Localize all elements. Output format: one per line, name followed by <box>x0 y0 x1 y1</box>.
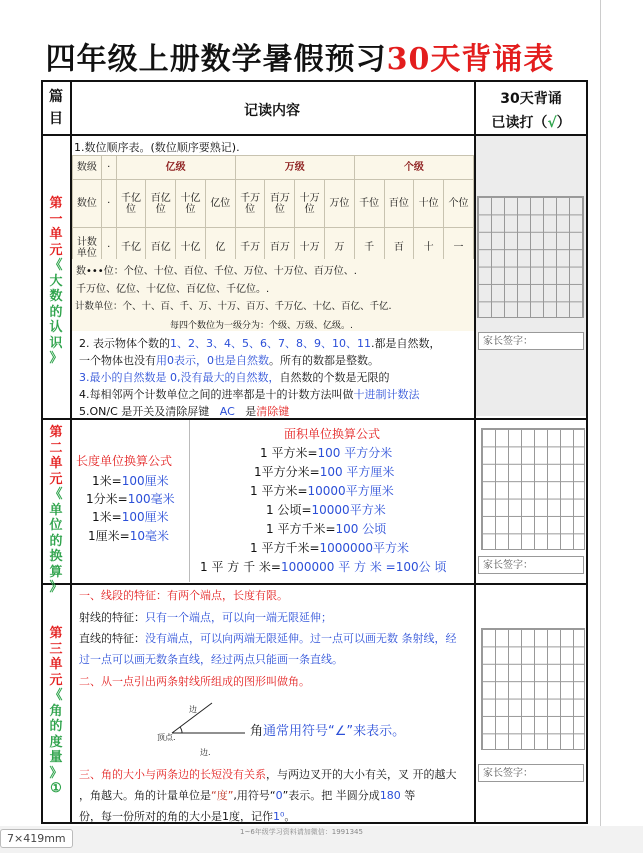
footer-note: 1~6年级学习资料请加微信：1991345 <box>240 828 363 836</box>
area-title: 面积单位换算公式 <box>284 427 381 441</box>
unit3-checkbox-grid[interactable] <box>481 628 585 750</box>
unit1-intro: 1.数位顺序表。(数位顺序要熟记). <box>74 141 240 154</box>
unit3-label: 第 三 单 元 《 角 的 度 量 》 ① <box>49 626 63 796</box>
unit1-p3: 3.最小的自然数是 0,没有最大的自然数，自然数的个数是无限的 <box>79 371 390 384</box>
unit1-label: 第 一 单 元 《 大 数 的 认 识 》 <box>49 196 63 366</box>
header-section: 篇 目 <box>49 89 63 127</box>
unit1-parent-sign[interactable]: 家长签字： <box>478 332 584 350</box>
unit1-p4: 4.每相邻两个计数单位之间的进率都是十的计数方法叫做十进制计数法 <box>79 388 420 401</box>
header-check: 已读打（√） <box>491 115 571 131</box>
page-title: 四年级上册数学暑假预习30天背诵表 <box>45 42 555 77</box>
length-title: 长度单位换算公式 <box>76 454 173 468</box>
unit1-p5: 5.ON/C 是开关及清除屏键 AC 是清除键 <box>79 405 290 418</box>
unit1-units: 计数单位：个、十、百、千、万、十万、百万、千万亿、十亿、百亿、千亿. <box>75 301 392 312</box>
header-content: 记读内容 <box>244 103 300 119</box>
angle-symbol-line: 角通常用符号“∠”来表示。 <box>250 724 406 739</box>
unit1-p2: 2. 表示物体个数的1、2、3、4、5、6、7、8、9、10、11.都是自然数， <box>79 337 441 350</box>
unit1-checkbox-grid[interactable] <box>477 196 584 318</box>
unit2-label: 第 二 单 元 《 单 位 的 换 算 》 <box>49 425 63 595</box>
unit3-line1: 一、线段的特征：有两个端点，长度有限。 <box>79 589 288 602</box>
place-value-table: 数级 · 亿级 万级 个级 数位 · 千亿位 百亿位 十亿位 亿位 千万位 百万位 十万位 万位 千位 百位 十位 个位 计数单位 · 千亿 百亿 十亿 亿 千万 百万 十万 万 千 百 十 一 <box>72 155 474 268</box>
document-page: 四年级上册数学暑假预习30天背诵表 篇 目 记读内容 30天背诵 已读打（√） 第 一 单 元 《 大 数 的 认 识 》 第 二 单 元 《 单 位 的 换 算 》 第 三 单 元 《 角 的 度 量 》 ① 1.数位顺序表。(数位顺序要熟记). 数级 · 亿级 万级 个级 数位 · 千亿位 百亿位 十亿位 亿位 千万位 百万位 十万位 万位 千位 百位 十位 个位 计数单位 · 千亿 百亿 十亿 亿 千万 百万 十万 万 千 百 十 一 数•••位：个位、十位、百位、千位、万位、十万位、百万位、. 千万位、亿位、十亿位、百亿位、千亿位。. 计数单位：个、十、百、千、万、十万、百万、千万亿、十亿、百亿、千亿. 每四个数位为一级分为：个级、万级、亿级。. 2. 表示物体个数的1、2、3、4、5、6、7、8、9、10、11.都是自然数， 一个物体也没有用0表示，0也是自然数。所有的数都是整数。 3.最小的自然数是 0,没有最大的自然数，自然数的个数是无限的 4.每相邻两个计数单位之间的进率都是十的计数方法叫做十进制计数法 5.ON/C 是开关及清除屏键 AC 是清除键 家长签字： 长度单位换算公式 1米=100厘米 1分米=100毫米 1米=100厘米 1厘米=10毫米 面积单位换算公式 1 平方米=100 平方分米 1平方分米=100 平方厘米 1 平方米=10000平方厘米 1 公顷=10000平方米 1 平方千米=100 公顷 1 平方千米=1000000平方米 1 平 方 千 米=1000000 平 方 米 =100公 顷 家长签字： 一、线段的特征：有两个端点，长度有限。 射线的特征：只有一个端点，可以向一端无限延伸； 直线的特征：没有端点，可以向两端无限延伸。过一点可以画无数 条射线，经 过一点可以画无数条直线，经过两点只能画一条直线。 二、从一点引出两条射线所组成的图形叫做角。 边 顶点. 边. 角通常用符号“∠”来表示。 三、角的大小与两条边的长短没有关系，与两边叉开的大小有关，叉 开的越大 ，角越大。角的计量单位是“度”,用符号“0”表示。把 半圆分成180 等 份，每一份所对的角的大小是1度，记作1⁰。 家长签字： <box>0 0 601 853</box>
header-days: 30天背诵 <box>500 91 562 107</box>
unit3-parent-sign[interactable]: 家长签字： <box>478 764 584 782</box>
zoom-indicator[interactable]: 7×419mm <box>0 829 73 848</box>
unit2-checkbox-grid[interactable] <box>481 428 585 550</box>
unit2-parent-sign[interactable]: 家长签字： <box>478 556 584 574</box>
unit1-places: 数•••位：个位、十位、百位、千位、万位、十万位、百万位、. <box>76 266 357 277</box>
